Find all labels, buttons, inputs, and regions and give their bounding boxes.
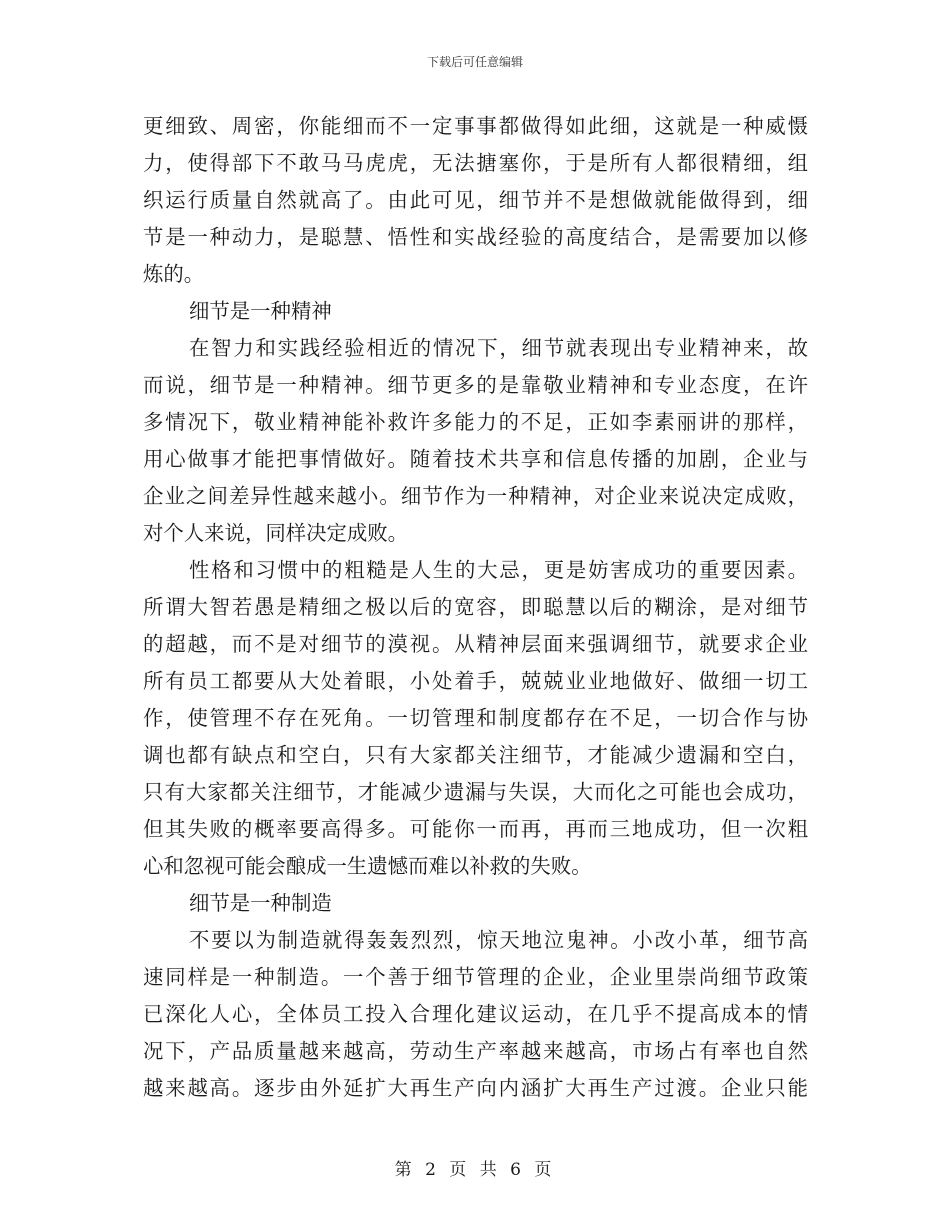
body-line: 炼的。 [143,262,205,286]
body-line: 企业之间差异性越来越小。细节作为一种精神，对企业来说决定成败， [143,484,808,508]
body-line: 更细致、周密，你能细而不一定事事都做得如此细，这就是一种威慑 [143,114,808,138]
body-line: 在智力和实践经验相近的情况下，细节就表现出专业精神来，故 [189,336,808,360]
body-line: 性格和习惯中的粗糙是人生的大忌，更是妨害成功的重要因素。 [189,558,808,582]
body-line: 但其失败的概率要高得多。可能你一而再，再而三地成功，但一次粗 [143,817,808,841]
body-line: 所谓大智若愚是精细之极以后的宽容，即聪慧以后的糊涂，是对细节 [143,595,808,619]
body-line: 调也都有缺点和空白，只有大家都关注细节，才能减少遗漏和空白， [143,743,808,767]
body-line: 心和忽视可能会酿成一生遗憾而难以补救的失败。 [143,854,592,878]
page-number-footer: 第 2 页 共 6 页 [394,1160,556,1180]
body-line: 而说，细节是一种精神。细节更多的是靠敬业精神和专业态度，在许 [143,373,808,397]
body-line: 用心做事才能把事情做好。随着技术共享和信息传播的加剧，企业与 [143,447,808,471]
body-line: 作，使管理不存在死角。一切管理和制度都存在不足，一切合作与协 [143,706,808,730]
body-line: 已深化人心，全体员工投入合理化建议运动，在几乎不提高成本的情 [143,1002,808,1026]
body-line: 速同样是一种制造。一个善于细节管理的企业，企业里崇尚细节政策 [143,965,808,989]
body-line: 节是一种动力，是聪慧、悟性和实战经验的高度结合，是需要加以修 [143,225,808,249]
body-line: 多情况下，敬业精神能补救许多能力的不足，正如李素丽讲的那样， [143,410,808,434]
page-header: 下载后可任意编辑 [426,55,523,69]
body-line: 不要以为制造就得轰轰烈烈，惊天地泣鬼神。小改小革，细节高 [189,928,808,952]
section-heading: 细节是一种精神 [189,299,332,323]
section-heading: 细节是一种制造 [189,891,332,915]
body-line: 织运行质量自然就高了。由此可见，细节并不是想做就能做得到，细 [143,188,808,212]
body-line: 只有大家都关注细节，才能减少遗漏与失误，大而化之可能也会成功， [143,780,808,804]
body-line: 所有员工都要从大处着眼，小处着手，兢兢业业地做好、做细一切工 [143,669,808,693]
document-body [143,108,808,1107]
body-line: 况下，产品质量越来越高，劳动生产率越来越高，市场占有率也自然 [143,1039,808,1063]
body-line: 越来越高。逐步由外延扩大再生产向内涵扩大再生产过渡。企业只能 [143,1076,808,1100]
body-line: 力，使得部下不敢马马虎虎，无法搪塞你，于是所有人都很精细，组 [143,151,808,175]
body-line: 的超越，而不是对细节的漠视。从精神层面来强调细节，就要求企业 [143,632,808,656]
body-line: 对个人来说，同样决定成败。 [143,521,409,545]
